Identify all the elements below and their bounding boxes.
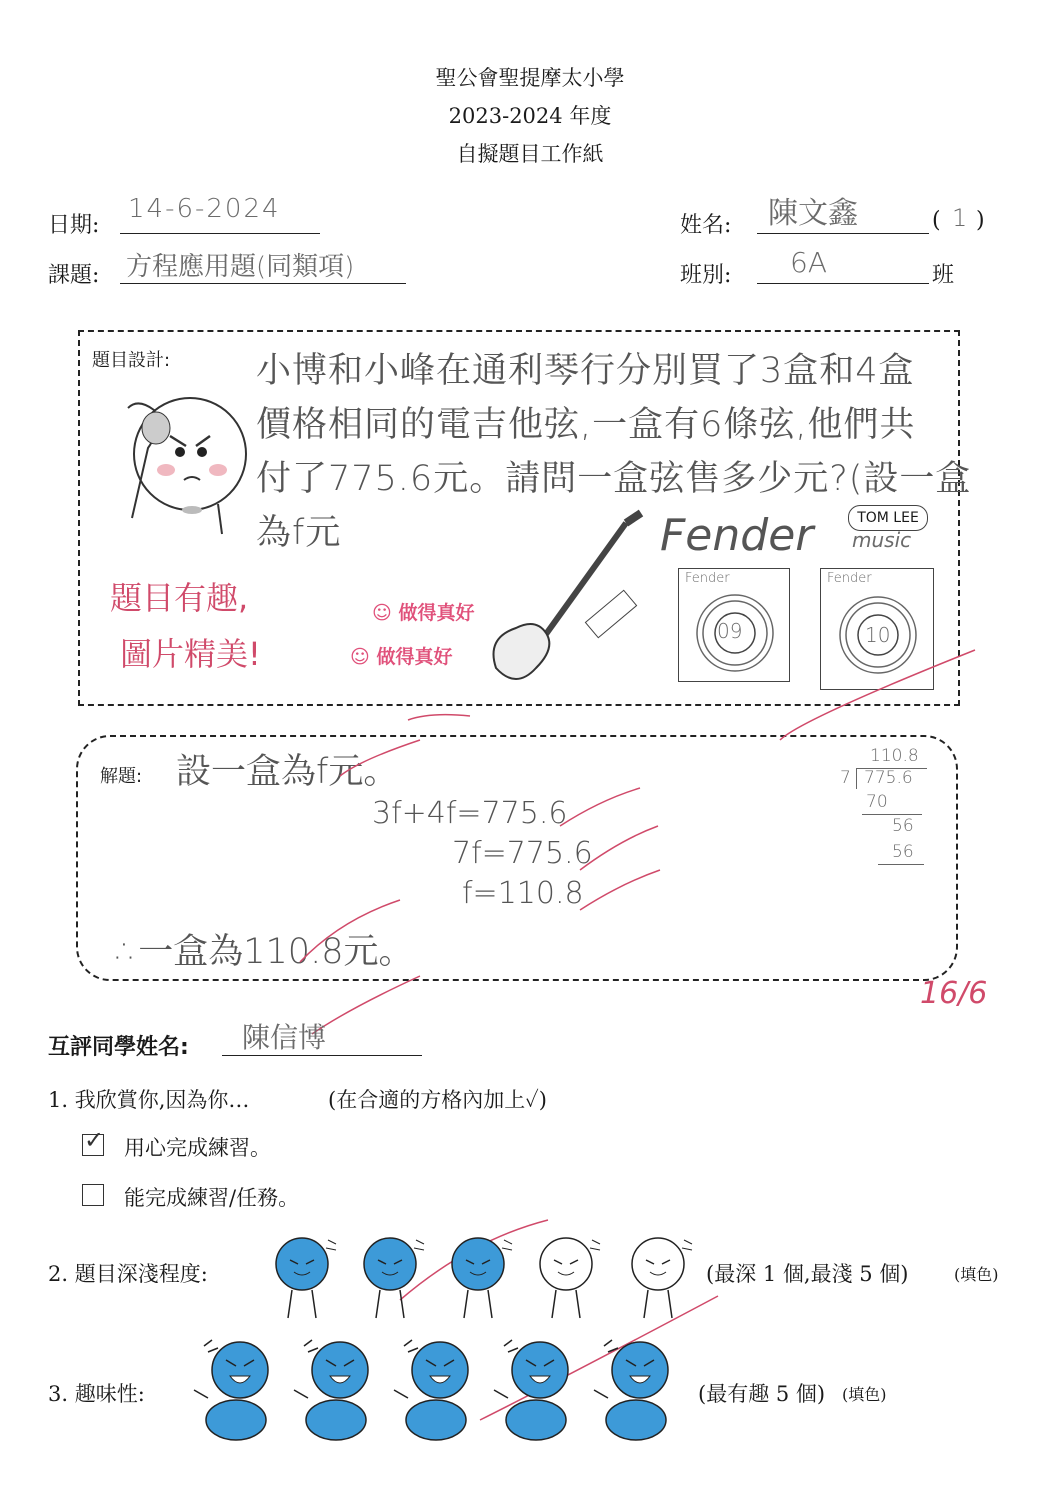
question-1-hint: (在合適的方格內加上✓) <box>328 1088 547 1112</box>
string-box-1-brand: Fender <box>685 571 730 586</box>
solution-conclusion: ∴一盒為110.8元。 <box>116 932 414 972</box>
solution-line-3: 7f=775.6 <box>452 836 593 871</box>
fun-rating <box>190 1336 690 1446</box>
question-2-fill-note: (填色) <box>954 1265 999 1284</box>
difficulty-face-4-icon[interactable] <box>532 1234 608 1324</box>
question-line-3: 付了775.6元。請問一盒弦售多少元?(設一盒 <box>256 459 972 499</box>
question-3-hint: (最有趣 5 個) <box>698 1382 826 1406</box>
name-underline <box>757 232 929 234</box>
solution-line-1: 設一盒為f元。 <box>176 752 399 792</box>
question-line-1: 小博和小峰在通利琴行分別買了3盒和4盒 <box>256 351 915 391</box>
stamp-bear-icon: ☺ <box>350 646 370 668</box>
string-box-2-gauge: 10 <box>865 623 891 647</box>
topic-value: 方程應用題(同類項) <box>126 252 355 282</box>
fun-face-4-icon[interactable] <box>490 1336 580 1446</box>
tom-lee-badge: TOM LEE <box>848 505 928 531</box>
sheet-title: 自擬題目工作紙 <box>456 142 604 166</box>
division-step-2: 56 <box>892 816 914 836</box>
string-box-2-brand: Fender <box>827 571 872 586</box>
praise-stamp-2 <box>350 642 452 669</box>
fun-face-2-icon[interactable] <box>290 1336 380 1446</box>
fun-face-1-icon[interactable] <box>190 1336 280 1446</box>
checkmark-icon: ✓ <box>84 1126 105 1154</box>
date-label: 日期: <box>48 213 100 238</box>
solution-line-2: 3f+4f=775.6 <box>372 796 568 831</box>
difficulty-face-1-icon[interactable] <box>268 1234 344 1324</box>
option-2-label: 能完成練習/任務。 <box>124 1186 300 1210</box>
question-3-fill-note: (填色) <box>842 1385 887 1404</box>
stamp-bear-icon: ☺ <box>372 602 392 624</box>
teacher-comment-line-2: 圖片精美! <box>120 635 261 673</box>
class-suffix: 班 <box>932 263 955 288</box>
division-rule-1 <box>862 814 922 815</box>
solution-label: 解題: <box>100 766 143 787</box>
teacher-comment-line-1: 題目有趣, <box>110 579 249 617</box>
division-step-1: 70 <box>866 792 888 812</box>
electric-guitar-icon <box>476 508 656 693</box>
fun-face-3-icon[interactable] <box>390 1336 480 1446</box>
school-year: 2023-2024 年度 <box>448 104 612 128</box>
fun-face-5-icon[interactable] <box>590 1336 680 1446</box>
division-rule-2 <box>878 864 924 865</box>
name-number-close: ) <box>976 208 985 233</box>
division-dividend: 775.6 <box>864 768 913 788</box>
question-line-4: 為f元 <box>256 513 342 553</box>
class-underline <box>757 282 929 284</box>
question-1: 1. 我欣賞你,因為你… <box>48 1088 250 1112</box>
teacher-comment <box>110 570 261 682</box>
division-step-3: 56 <box>892 842 914 862</box>
thinking-face-icon <box>108 388 248 538</box>
question-3: 3. 趣味性: <box>48 1382 145 1406</box>
difficulty-face-3-icon[interactable] <box>444 1234 520 1324</box>
praise-stamp-1-text: 做得真好 <box>398 602 475 624</box>
name-number-open: ( <box>932 208 941 233</box>
fender-logo-text: Fender <box>660 510 814 561</box>
peer-reviewer-label: 互評同學姓名: <box>48 1035 189 1060</box>
name-label: 姓名: <box>680 213 732 238</box>
topic-label: 課題: <box>48 263 100 288</box>
class-label: 班別: <box>680 263 732 288</box>
solution-line-4: f=110.8 <box>462 876 584 911</box>
date-value: 14-6-2024 <box>128 194 281 224</box>
tom-lee-sub: music <box>852 528 912 552</box>
string-box-1-gauge: 09 <box>717 619 743 643</box>
option-1-label: 用心完成練習。 <box>124 1136 271 1160</box>
string-box-2 <box>820 568 934 690</box>
peer-name-value: 陳信博 <box>242 1021 327 1054</box>
option-2-checkbox[interactable] <box>82 1184 104 1206</box>
division-divisor: 7 <box>840 768 851 788</box>
difficulty-face-2-icon[interactable] <box>356 1234 432 1324</box>
question-line-2: 價格相同的電吉他弦,一盒有6條弦,他們共 <box>256 405 916 445</box>
difficulty-rating <box>268 1234 708 1324</box>
question-2: 2. 題目深淺程度: <box>48 1262 208 1286</box>
class-value: 6A <box>790 246 827 279</box>
date-underline <box>120 232 320 234</box>
question-design-label: 題目設計: <box>92 350 171 371</box>
division-quotient: 110.8 <box>870 746 919 766</box>
name-number: 1 <box>952 204 968 232</box>
praise-stamp-1 <box>372 598 474 625</box>
difficulty-face-5-icon[interactable] <box>624 1234 700 1324</box>
string-box-1 <box>678 568 790 682</box>
question-2-hint: (最深 1 個,最淺 5 個) <box>706 1262 909 1286</box>
school-name: 聖公會聖提摩太小學 <box>435 66 625 90</box>
teacher-score: 16/6 <box>920 976 988 1011</box>
name-value: 陳文鑫 <box>768 196 858 231</box>
praise-stamp-2-text: 做得真好 <box>376 646 453 668</box>
